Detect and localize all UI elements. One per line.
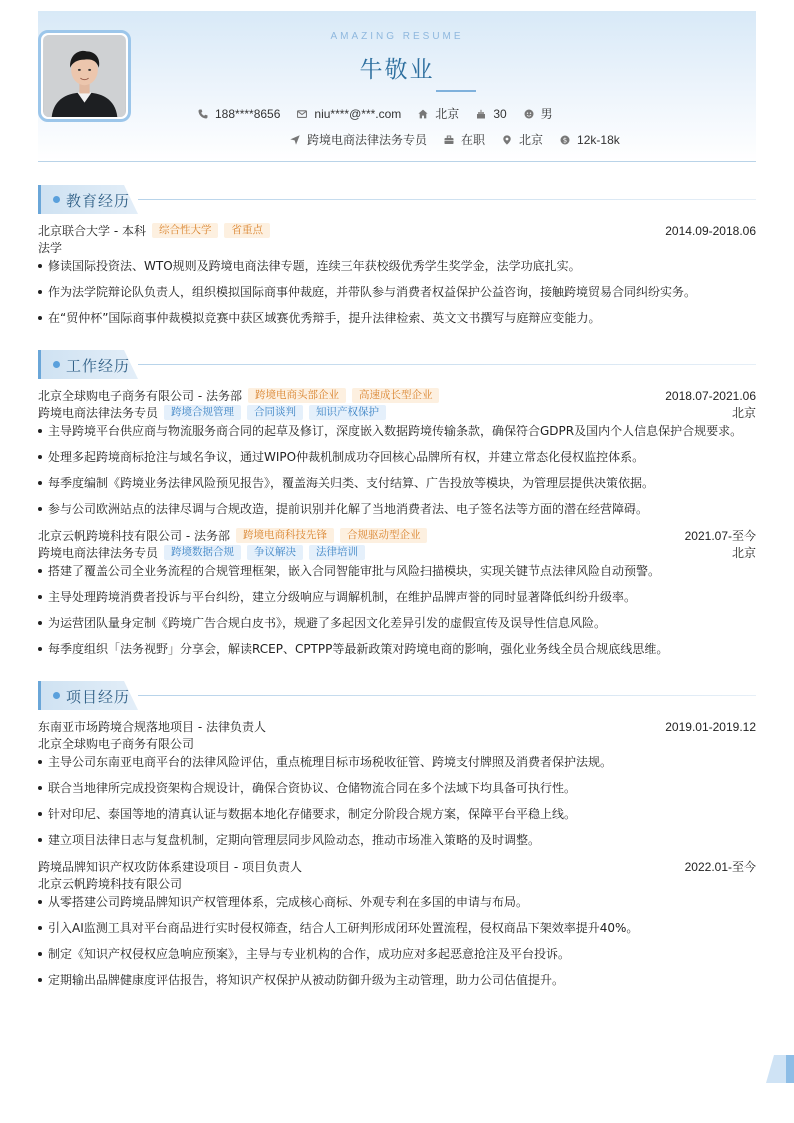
work-entry — [38, 527, 756, 667]
skill-tag: 法律培训 — [309, 545, 365, 560]
work-city: 北京 — [731, 406, 756, 420]
company-name: 北京云帆跨境科技有限公司 - 法务部 — [38, 529, 230, 543]
skill-tag: 合同谈判 — [247, 405, 303, 420]
coin-icon — [560, 135, 570, 145]
list-item: 引入AI监测工具对平台商品进行实时侵权筛查，结合人工研判形成闭环处置流程，侵权商品下架效率提升40%。 — [38, 920, 756, 946]
list-item: 每季度编制《跨境业务法律风险预见报告》，覆盖海关归类、支付结算、广告投放等模块，为管理层提供决策依据。 — [38, 475, 756, 501]
age-text: 30 — [493, 106, 507, 121]
education-header-row — [38, 222, 756, 239]
phone-info — [198, 107, 280, 121]
target-position-text: 跨境电商法律法务专员 — [307, 133, 428, 147]
section-divider — [138, 364, 756, 365]
section-dot — [53, 361, 60, 368]
send-icon — [290, 135, 300, 145]
work-company-row — [38, 387, 756, 404]
residence-info — [418, 105, 459, 122]
project-title: 跨境品牌知识产权攻防体系建设项目 - 项目负责人 — [38, 860, 302, 874]
project-date: 2019.01-2019.12 — [665, 719, 756, 734]
list-item: 定期输出品牌健康度评估报告，将知识产权保护从被动防御升级为主动管理，助力公司估值提升。 — [38, 972, 756, 998]
phone-icon — [198, 109, 208, 119]
project-date: 2022.01-至今 — [684, 860, 756, 874]
candidate-name: 牛敬业 — [359, 57, 435, 83]
job-intent-row — [38, 131, 756, 148]
section-dot — [53, 196, 60, 203]
email-text: niu****@***.com — [314, 106, 402, 121]
skill-tag: 知识产权保护 — [309, 405, 386, 420]
contact-info-row — [38, 105, 756, 122]
company-tag: 合规驱动型企业 — [340, 528, 428, 543]
briefcase-icon — [444, 135, 454, 145]
list-item: 搭建了覆盖公司全业务流程的合规管理框架，嵌入合同智能审批与风险扫描模块，实现关键节点法律风险自动预警。 — [38, 563, 756, 589]
list-item: 针对印尼、泰国等地的清真认证与数据本地化存储要求，制定分阶段合规方案，保障平台平稳上线。 — [38, 806, 756, 832]
work-bullets — [38, 563, 756, 667]
list-item: 联合当地律所完成投资架构合规设计，确保合资协议、仓储物流合同在多个法域下均具备可执行性。 — [38, 780, 756, 806]
school-tag: 综合性大学 — [152, 223, 219, 238]
company-name: 北京全球购电子商务有限公司 - 法务部 — [38, 389, 242, 403]
project-company: 北京全球购电子商务有限公司 — [38, 737, 195, 751]
company-tag: 跨境电商头部企业 — [248, 388, 346, 403]
salary-text: 12k-18k — [577, 132, 620, 147]
skill-tag: 争议解决 — [247, 545, 303, 560]
email-info — [297, 107, 401, 121]
location-icon — [502, 135, 512, 145]
salary-info — [560, 133, 620, 147]
list-item: 参与公司欧洲站点的法律尽调与合规改造，提前识别并化解了当地消费者法、电子签名法等方面的潜在经营障碍。 — [38, 501, 756, 527]
resume-header — [38, 11, 756, 162]
resume-tagline: AMAZING RESUME — [330, 31, 464, 42]
position-title: 跨境电商法律法务专员 — [38, 546, 159, 560]
school-tag: 省重点 — [224, 223, 270, 238]
gender-icon — [524, 109, 534, 119]
list-item: 制定《知识产权侵权应急响应预案》，主导与专业机构的合作，成功应对多起恶意抢注及平台投诉。 — [38, 946, 756, 972]
section-dot — [53, 692, 60, 699]
work-section-title — [38, 350, 756, 379]
list-item: 建立项目法律日志与复盘机制，定期向管理层同步风险动态，推动市场准入策略的及时调整。 — [38, 832, 756, 858]
target-city-info — [502, 131, 543, 148]
residence-text: 北京 — [435, 107, 460, 121]
list-item: 作为法学院辩论队负责人，组织模拟国际商事仲裁庭，并带队参与消费者权益保护公益咨询，接触跨境贸易合同纠纷实务。 — [38, 284, 756, 310]
education-date: 2014.09-2018.06 — [665, 223, 756, 238]
work-bullets — [38, 423, 756, 527]
list-item: 主导处理跨境消费者投诉与平台纠纷，建立分级响应与调解机制，在维护品牌声誉的同时显著降低纠纷升级率。 — [38, 589, 756, 615]
cake-icon — [476, 109, 486, 119]
list-item: 处理多起跨境商标抢注与域名争议，通过WIPO仲裁机制成功夺回核心品牌所有权，并建立常态化侵权监控体系。 — [38, 449, 756, 475]
project-entry — [38, 858, 756, 998]
name-underline — [436, 90, 476, 92]
section-label: 教育经历 — [66, 192, 131, 210]
svg-text:$: $ — [562, 136, 568, 144]
work-city: 北京 — [731, 546, 756, 560]
position-title: 跨境电商法律法务专员 — [38, 406, 159, 420]
section-divider — [138, 199, 756, 200]
school-name: 北京联合大学 - 本科 — [38, 224, 146, 238]
project-company-row — [38, 875, 756, 892]
company-tag: 高速成长型企业 — [352, 388, 440, 403]
home-icon — [418, 109, 428, 119]
corner-decoration — [766, 1055, 794, 1083]
target-position-info — [290, 131, 427, 148]
work-entry — [38, 387, 756, 527]
project-company: 北京云帆跨境科技有限公司 — [38, 877, 183, 891]
list-item: 修读国际投资法、WTO规则及跨境电商法律专题，连续三年获校级优秀学生奖学金，法学功底扎实。 — [38, 258, 756, 284]
project-bullets — [38, 754, 756, 858]
list-item: 每季度组织「法务视野」分享会，解读RCEP、CPTPP等最新政策对跨境电商的影响，强化业务线全员合规底线思维。 — [38, 641, 756, 667]
phone-text: 188****8656 — [215, 106, 281, 121]
education-entry — [38, 222, 756, 336]
target-city-text: 北京 — [519, 133, 544, 147]
job-status-info — [444, 131, 485, 148]
project-bullets — [38, 894, 756, 998]
education-section-title — [38, 185, 756, 214]
list-item: 主导公司东南亚电商平台的法律风险评估，重点梳理目标市场税收征管、跨境支付牌照及消费者保护法规。 — [38, 754, 756, 780]
job-status-text: 在职 — [461, 133, 486, 147]
project-title-row — [38, 718, 756, 735]
major: 法学 — [38, 241, 63, 255]
gender-text: 男 — [540, 107, 553, 121]
list-item: 为运营团队量身定制《跨境广告合规白皮书》，规避了多起因文化差异引发的虚假宣传及误导性信息风险。 — [38, 615, 756, 641]
project-company-row — [38, 735, 756, 752]
gender-info — [524, 105, 553, 122]
skill-tag: 跨境数据合规 — [164, 545, 241, 560]
list-item: 在“贸仲杯”国际商事仲裁模拟竞赛中获区域赛优秀辩手，提升法律检索、英文文书撰写与庭辩应变能力。 — [38, 310, 756, 336]
project-title: 东南亚市场跨境合规落地项目 - 法律负责人 — [38, 720, 266, 734]
project-title-row — [38, 858, 756, 875]
age-info — [476, 107, 506, 121]
work-company-row — [38, 527, 756, 544]
projects-section-title — [38, 681, 756, 710]
section-label: 项目经历 — [66, 688, 131, 706]
list-item: 主导跨境平台供应商与物流服务商合同的起草及修订，深度嵌入数据跨境传输条款，确保符合GDPR及国内个人信息保护合规要求。 — [38, 423, 756, 449]
project-entry — [38, 718, 756, 858]
education-bullets — [38, 258, 756, 336]
work-position-row — [38, 404, 756, 421]
education-major-row — [38, 239, 756, 256]
section-divider — [138, 695, 756, 696]
section-label: 工作经历 — [66, 357, 131, 375]
list-item: 从零搭建公司跨境品牌知识产权管理体系，完成核心商标、外观专利在多国的申请与布局。 — [38, 894, 756, 920]
skill-tag: 跨境合规管理 — [164, 405, 241, 420]
work-position-row — [38, 544, 756, 561]
mail-icon — [297, 109, 307, 119]
work-date: 2018.07-2021.06 — [665, 388, 756, 403]
work-date: 2021.07-至今 — [684, 529, 756, 543]
company-tag: 跨境电商科技先锋 — [236, 528, 334, 543]
